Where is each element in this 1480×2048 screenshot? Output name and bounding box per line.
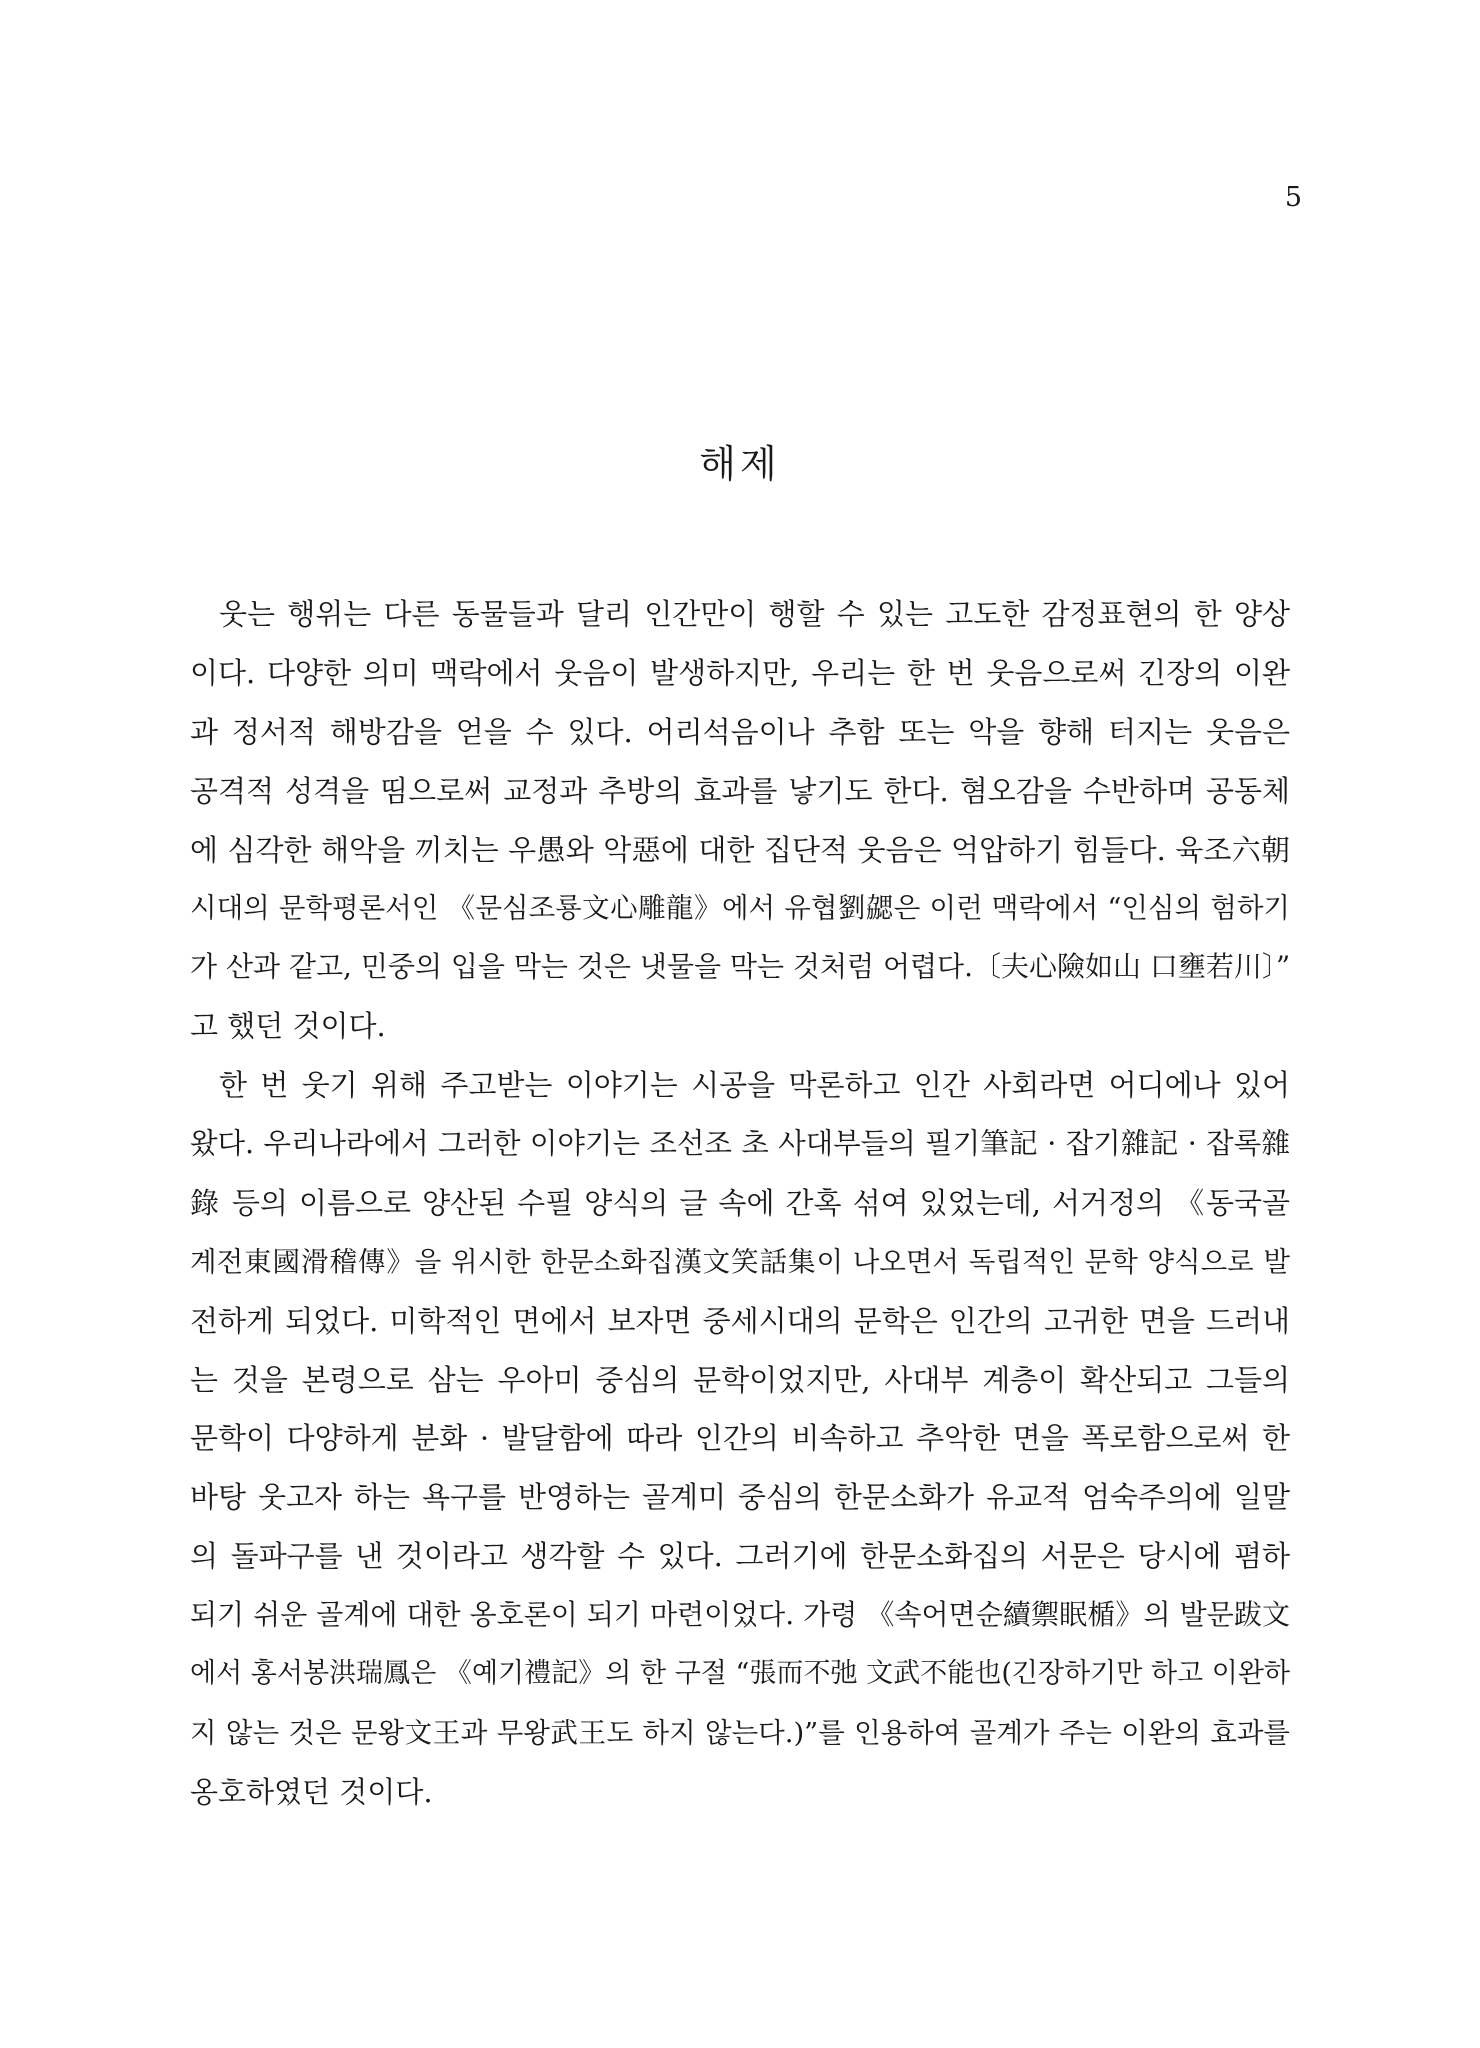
text-line: 시대의 문학평론서인 《문심조룡文心雕龍》에서 유협劉勰은 이런 맥락에서 “인심의 험하기: [190, 892, 1290, 925]
text-line: 의 돌파구를 낸 것이라고 생각할 수 있다. 그러기에 한문소화집의 서문은 당시에 폄하: [190, 1539, 1290, 1574]
text-line: 錄 등의 이름으로 양산된 수필 양식의 글 속에 간혹 섞여 있었는데, 서거정의 《동국골: [190, 1185, 1290, 1220]
text-line: 웃는 행위는 다른 동물들과 달리 인간만이 행할 수 있는 고도한 감정표현의 한 양상: [219, 597, 1290, 631]
text-line: 옹호하였던 것이다.: [190, 1774, 433, 1809]
text-line: 문학이 다양하게 분화 · 발달함에 따라 인간의 비속하고 추악한 면을 폭로함으로써 한: [190, 1421, 1290, 1456]
text-line: 한 번 웃기 위해 주고받는 이야기는 시공을 막론하고 인간 사회라면 어디에나 있어: [219, 1068, 1290, 1103]
text-line: 가 산과 같고, 민중의 입을 막는 것은 냇물을 막는 것처럼 어렵다.〔夫心險如山 口壅若川〕”: [190, 950, 1290, 984]
text-line: 이다. 다양한 의미 맥락에서 웃음이 발생하지만, 우리는 한 번 웃음으로써 긴장의 이완: [190, 655, 1290, 690]
text-line: 계전東國滑稽傳》을 위시한 한문소화집漢文笑話集이 나오면서 독립적인 문학 양식으로 발: [190, 1245, 1290, 1278]
body-text: [190, 585, 1290, 1822]
text-line: 바탕 웃고자 하는 욕구를 반영하는 골계미 중심의 한문소화가 유교적 엄숙주의에 일말: [190, 1480, 1290, 1515]
text-line: 공격적 성격을 띰으로써 교정과 추방의 효과를 낳기도 한다. 혐오감을 수반하며 공동체: [190, 773, 1290, 808]
paragraph-2: [190, 1056, 1290, 1822]
text-line: 는 것을 본령으로 삼는 우아미 중심의 문학이었지만, 사대부 계층이 확산되고 그들의: [190, 1362, 1290, 1397]
text-line: 전하게 되었다. 미학적인 면에서 보자면 중세시대의 문학은 인간의 고귀한 면을 드러내: [190, 1303, 1290, 1338]
text-line: 되기 쉬운 골계에 대한 옹호론이 되기 마련이었다. 가령 《속어면순續禦眠楯》의 발문跋文: [190, 1598, 1290, 1632]
page-title: 해제: [699, 442, 781, 486]
text-line: 왔다. 우리나라에서 그러한 이야기는 조선조 초 사대부들의 필기筆記 · 잡기雜記 · 잡록雜: [190, 1127, 1290, 1161]
text-line: 지 않는 것은 문왕文王과 무왕武王도 하지 않는다.)”를 인용하여 골계가 주는 이완의 효과를: [190, 1716, 1290, 1749]
text-line: 에 심각한 해악을 끼치는 우愚와 악惡에 대한 집단적 웃음은 억압하기 힘들다. 육조六朝: [190, 832, 1290, 867]
page-number: 5: [1284, 182, 1302, 213]
text-line: 에서 홍서봉洪瑞鳳은 《예기禮記》의 한 구절 “張而不弛 文武不能也(긴장하기만 하고 이완하: [190, 1658, 1290, 1690]
paragraph-1: [190, 585, 1290, 1056]
text-line: 고 했던 것이다.: [190, 1009, 386, 1044]
text-line: 과 정서적 해방감을 얻을 수 있다. 어리석음이나 추함 또는 악을 향해 터지는 웃음은: [190, 714, 1290, 749]
